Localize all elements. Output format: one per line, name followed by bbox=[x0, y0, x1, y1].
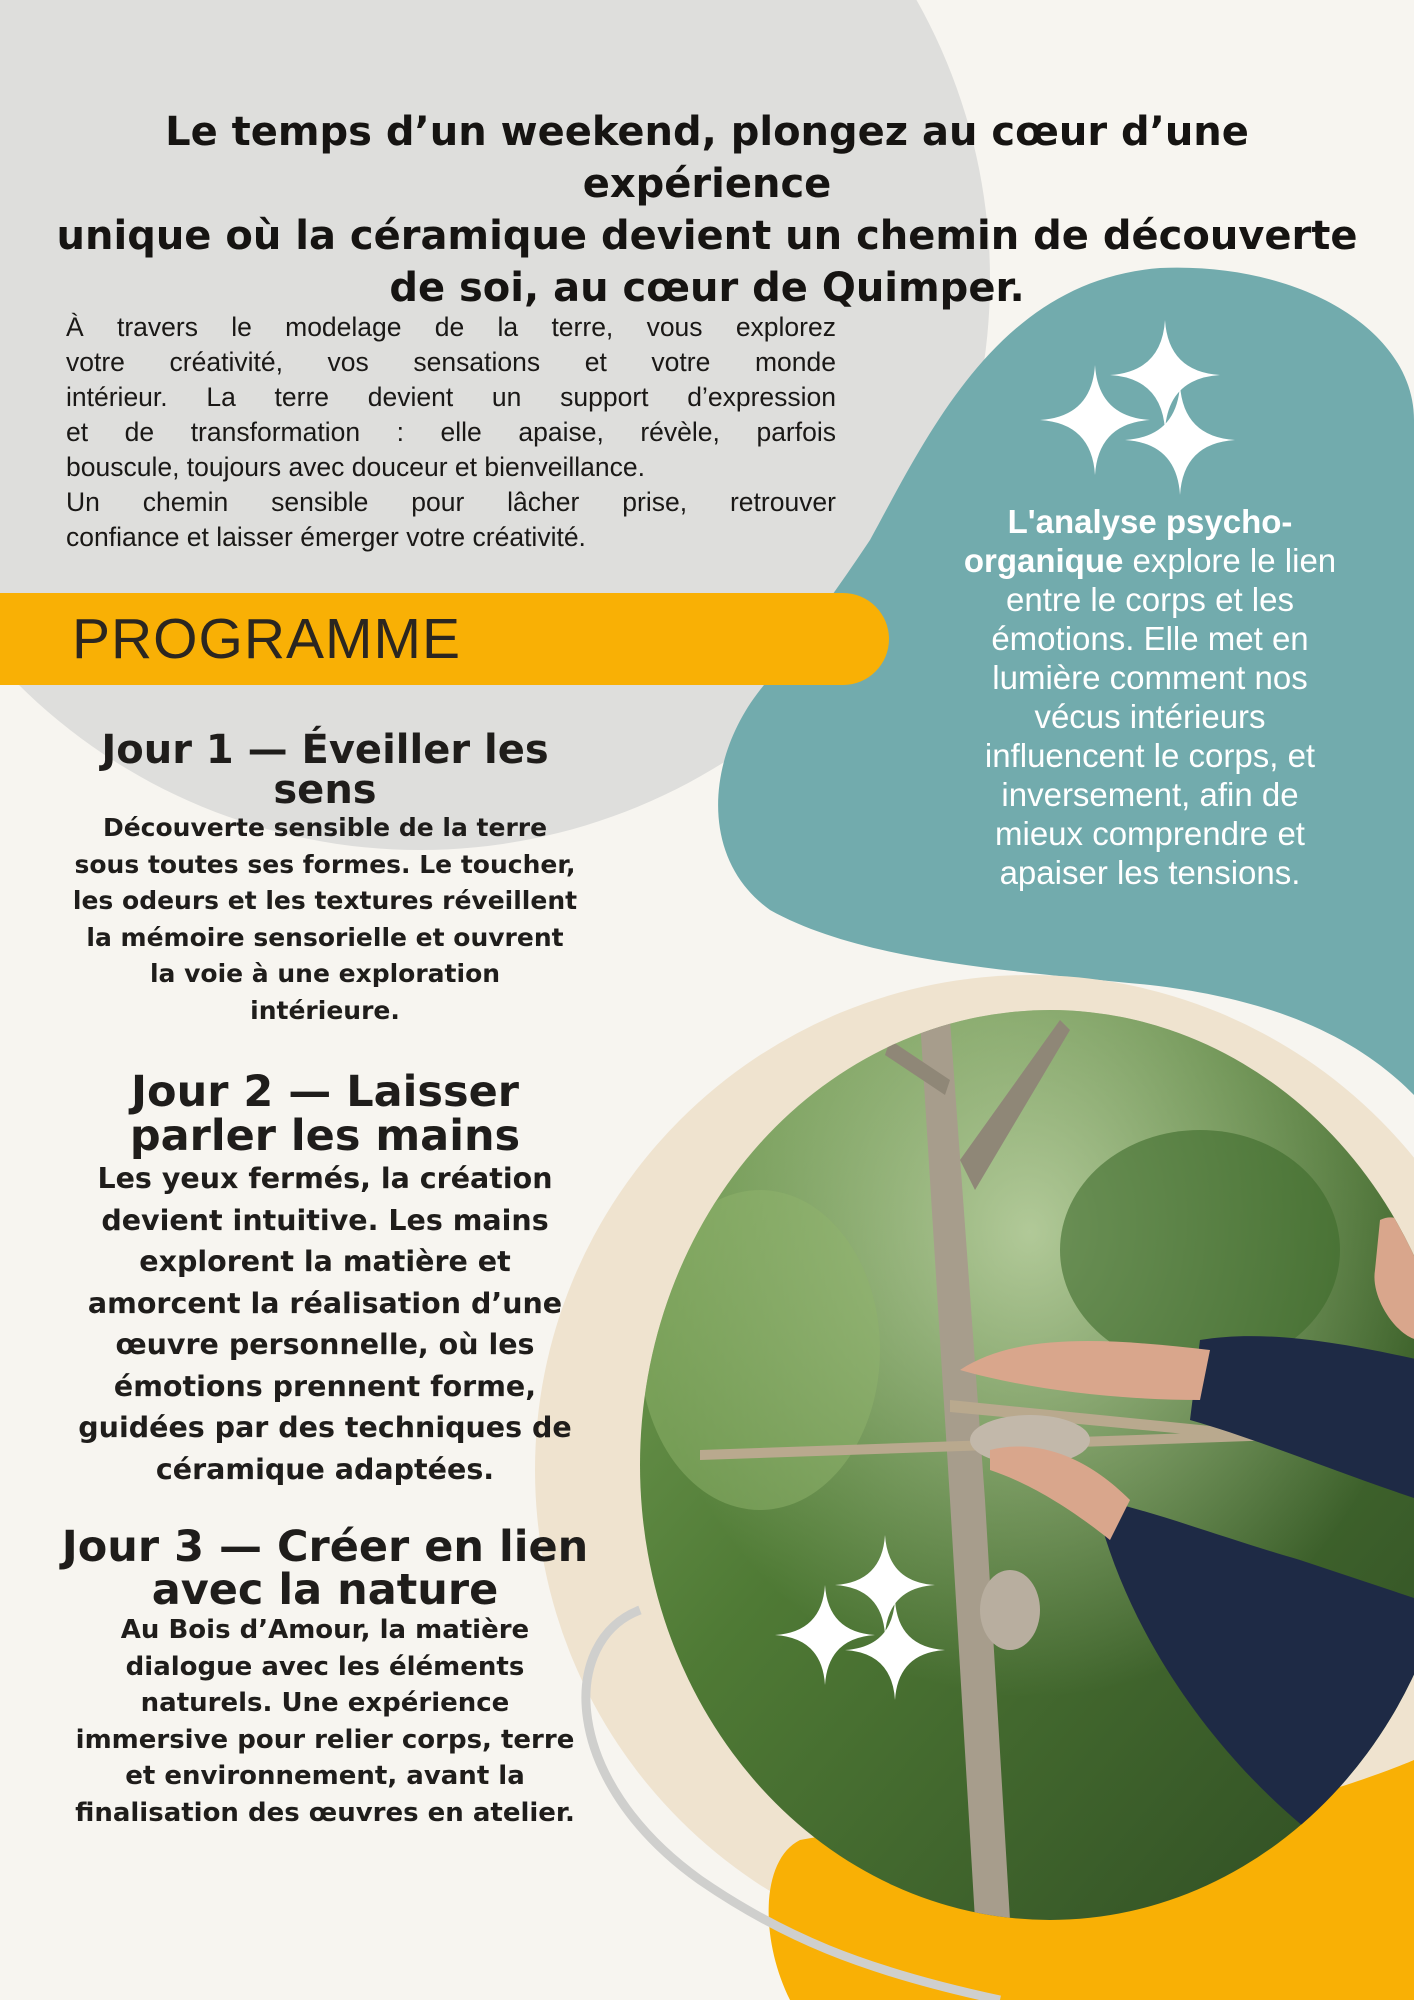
day-1-section bbox=[30, 727, 620, 1029]
analyse-bold: organique bbox=[963, 542, 1124, 579]
day-3-section bbox=[30, 1522, 620, 1831]
day-body-line: les odeurs et les textures réveillent bbox=[72, 886, 578, 915]
analyse-line: vécus intérieurs bbox=[1034, 698, 1266, 735]
day-body-line: naturels. Une expérience bbox=[140, 1688, 510, 1718]
headline-line: Le temps d’un weekend, plongez au cœur d’une expérience bbox=[165, 109, 1249, 207]
day-body-line: la voie à une exploration bbox=[149, 959, 501, 988]
intro-line: votre créativité, vos sensations et votre monde bbox=[66, 347, 836, 377]
day-body-line: dialogue avec les éléments bbox=[125, 1651, 525, 1682]
headline bbox=[40, 106, 1374, 314]
day-title-line: parler les mains bbox=[129, 1111, 521, 1161]
day-title-line: Jour 2 — Laisser bbox=[131, 1067, 519, 1117]
intro-line: et de transformation : elle apaise, révèle, parfois bbox=[66, 417, 836, 447]
day-body bbox=[30, 1158, 620, 1490]
day-2-section bbox=[30, 1067, 620, 1490]
analyse-psycho-organique-text bbox=[905, 502, 1395, 892]
intro-line: bouscule, toujours avec douceur et bienveillance. bbox=[66, 452, 645, 482]
analyse-line: entre le corps et les bbox=[1006, 581, 1294, 618]
headline-line: unique où la céramique devient un chemin de découverte bbox=[56, 213, 1358, 259]
analyse-line: influencent le corps, et bbox=[984, 737, 1316, 774]
intro-line: À travers le modelage de la terre, vous explorez bbox=[66, 312, 836, 342]
day-body-line: œuvre personnelle, où les bbox=[115, 1328, 535, 1361]
day-body-line: devient intuitive. Les mains bbox=[101, 1203, 549, 1237]
day-body bbox=[30, 810, 620, 1029]
analyse-bold: L'analyse psycho- bbox=[1007, 503, 1293, 540]
intro-line: Un chemin sensible pour lâcher prise, retrouver bbox=[66, 487, 836, 517]
analyse-line: inversement, afin de bbox=[1001, 776, 1299, 813]
analyse-line: apaiser les tensions. bbox=[999, 854, 1301, 891]
day-body-line: finalisation des œuvres en atelier. bbox=[75, 1797, 575, 1828]
day-title-line: avec la nature bbox=[151, 1565, 499, 1615]
analyse-line: émotions. Elle met en bbox=[991, 620, 1309, 657]
analyse-line: explore le lien bbox=[1123, 542, 1337, 579]
analyse-line: lumière comment nos bbox=[992, 659, 1308, 696]
day-title bbox=[30, 727, 620, 813]
analyse-line: mieux comprendre et bbox=[995, 815, 1305, 852]
day-body-line: Les yeux fermés, la création bbox=[97, 1162, 553, 1195]
programme-heading: PROGRAMME bbox=[72, 607, 462, 671]
day-title-line: sens bbox=[273, 767, 377, 813]
day-title-line: Jour 3 — Créer en lien bbox=[61, 1522, 589, 1572]
day-body-line: émotions prennent forme, bbox=[113, 1369, 537, 1403]
day-title bbox=[30, 1522, 620, 1615]
day-body-line: amorcent la réalisation d’une bbox=[87, 1286, 563, 1320]
day-body-line: Au Bois d’Amour, la matière bbox=[120, 1615, 530, 1645]
day-title-line: Jour 1 — Éveiller les bbox=[101, 727, 549, 773]
day-body-line: explorent la matière et bbox=[139, 1245, 511, 1278]
day-body-line: Découverte sensible de la terre bbox=[102, 813, 548, 842]
day-body-line: céramique adaptées. bbox=[155, 1452, 495, 1486]
intro-line: confiance et laisser émerger votre créativité. bbox=[66, 522, 586, 552]
intro-line: intérieur. La terre devient un support d’expression bbox=[66, 382, 836, 412]
headline-line: de soi, au cœur de Quimper. bbox=[389, 265, 1025, 311]
intro-paragraph bbox=[66, 310, 836, 555]
day-body-line: la mémoire sensorielle et ouvrent bbox=[86, 922, 564, 952]
day-body bbox=[30, 1612, 620, 1831]
day-body-line: intérieure. bbox=[250, 995, 400, 1025]
day-body-line: sous toutes ses formes. Le toucher, bbox=[74, 849, 576, 879]
day-body-line: immersive pour relier corps, terre bbox=[75, 1724, 575, 1755]
day-body-line: guidées par des techniques de bbox=[78, 1411, 572, 1444]
day-title bbox=[30, 1067, 620, 1161]
day-body-line: et environnement, avant la bbox=[125, 1761, 525, 1791]
